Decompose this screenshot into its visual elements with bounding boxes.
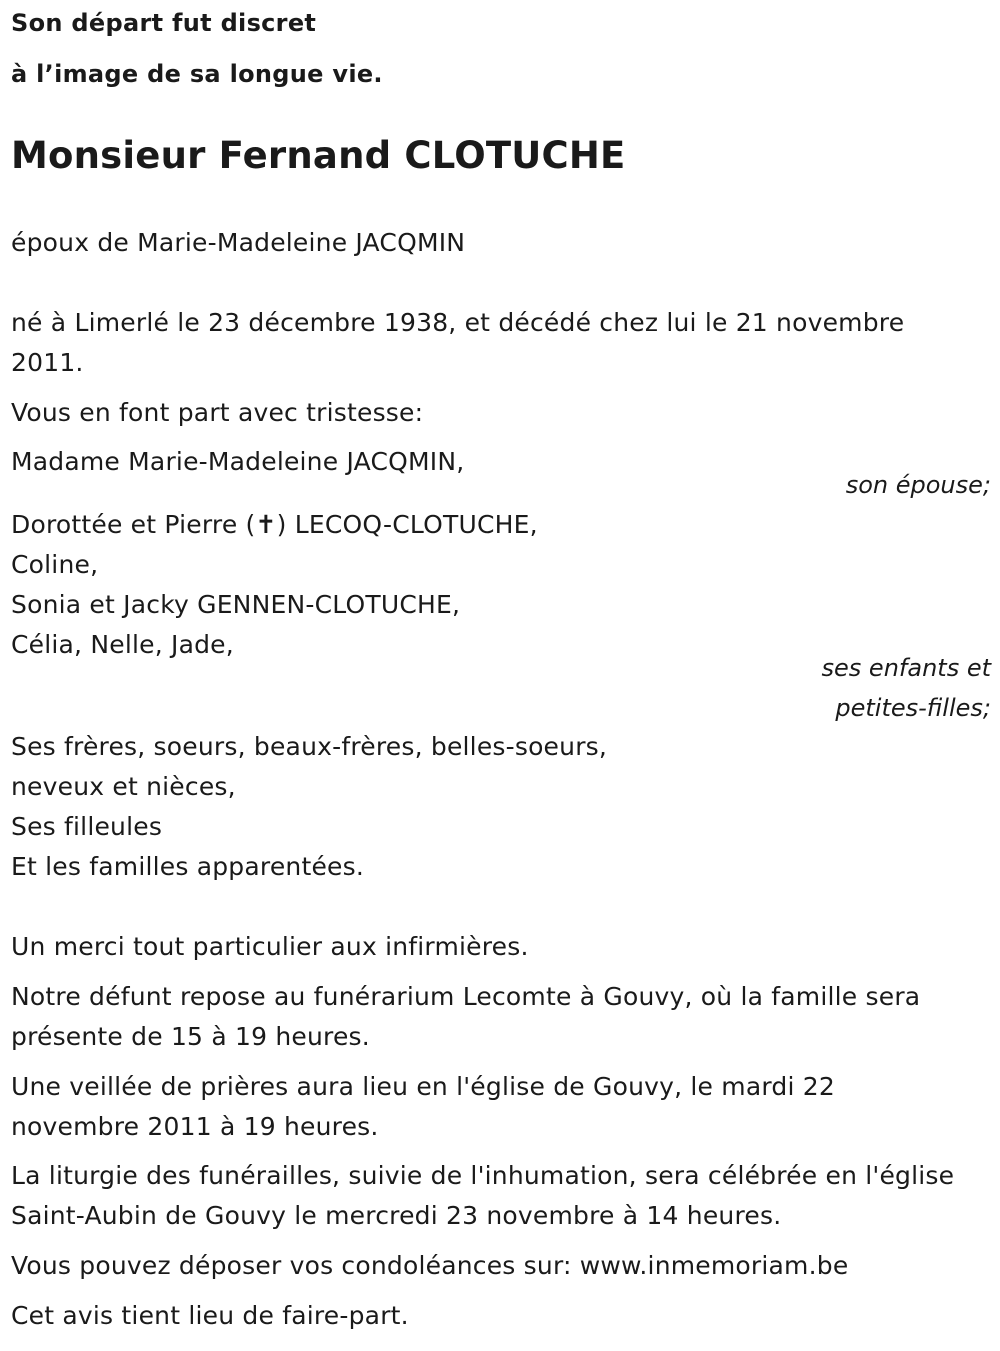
children-role-line-1: ses enfants et [821,654,991,682]
list-item: Célia, Nelle, Jade, [11,630,234,659]
spouse-name: Madame Marie-Madeleine JACQMIN, [11,447,465,476]
children-list [11,505,538,665]
vigil-line-1: Une veillée de prières aura lieu en l'église de Gouvy, le mardi 22 [11,1072,835,1101]
list-item: Et les familles apparentées. [11,852,364,881]
list-item: Sonia et Jacky GENNEN-CLOTUCHE, [11,590,461,619]
birth-death-line-1: né à Limerlé le 23 décembre 1938, et décédé chez lui le 21 novembre [11,308,905,337]
quote-line-2: à l’image de sa longue vie. [11,60,383,88]
list-item: neveux et nièces, [11,772,236,801]
children-role-line-2: petites-filles; [835,694,991,722]
thanks-line: Un merci tout particulier aux infirmières. [11,932,529,961]
closing-line: Cet avis tient lieu de faire-part. [11,1301,409,1330]
quote-line-1: Son départ fut discret [11,9,317,37]
deceased-name: Monsieur Fernand CLOTUCHE [11,134,626,177]
relatives-list [11,727,607,887]
condolences-line: Vous pouvez déposer vos condoléances sur: www.inmemoriam.be [11,1251,849,1280]
spouse-line: époux de Marie-Madeleine JACQMIN [11,228,466,257]
list-item: Coline, [11,550,99,579]
repose-line-2: présente de 15 à 19 heures. [11,1022,370,1051]
repose-line-1: Notre défunt repose au funérarium Lecomte à Gouvy, où la famille sera [11,982,921,1011]
funeral-line-1: La liturgie des funérailles, suivie de l'inhumation, sera célébrée en l'église [11,1161,955,1190]
funeral-line-2: Saint-Aubin de Gouvy le mercredi 23 novembre à 14 heures. [11,1201,782,1230]
birth-death-line-2: 2011. [11,348,84,377]
list-item: Dorottée et Pierre (✝) LECOQ-CLOTUCHE, [11,510,538,539]
list-item: Ses frères, soeurs, beaux-frères, belles-soeurs, [11,732,608,761]
spouse-role: son épouse; [845,471,991,499]
list-item: Ses filleules [11,812,163,841]
vigil-line-2: novembre 2011 à 19 heures. [11,1112,379,1141]
announcement-intro: Vous en font part avec tristesse: [11,398,424,427]
